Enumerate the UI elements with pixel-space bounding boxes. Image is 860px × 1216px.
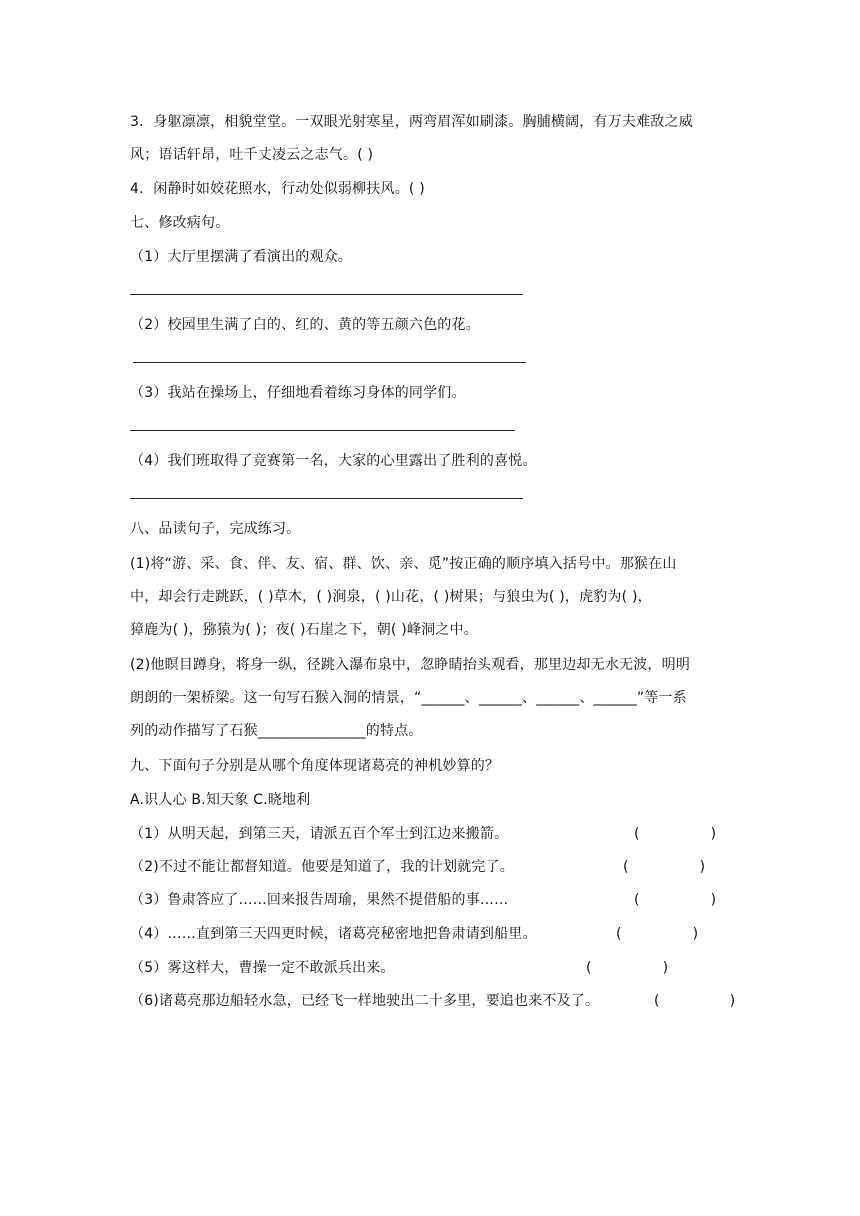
q9-heading: 九、下面句子分别是从哪个角度体现诸葛亮的神机妙算的？ [130,758,500,774]
q9-options: A.识人心 B.知天象 C.晓地利 [130,792,311,808]
q9-sentence-6: （6)诸葛亮那边船轻水急，已经飞一样地驶出二十多里，要追也来不及了。 [130,993,600,1009]
q7-answer-line-1[interactable] [130,294,523,295]
q6-item3-line2: 风；语话轩昂，吐千丈凌云之志气。( ) [130,147,374,163]
q7-sentence-2: （2）校园里生满了白的、红的、黄的等五颜六色的花。 [130,317,480,333]
q8-part1-line2: 中，却会行走跳跃，( )草木，( )涧泉，( )山花，( )树果；与狼虫为( )，虎豹为( )， [130,589,652,605]
q7-answer-line-3[interactable] [130,430,515,431]
q9-answer-blank-3[interactable]: ( ) [634,892,717,908]
q9-sentence-2: （2)不过不能让都督知道。他要是知道了，我的计划就完了。 [130,859,514,875]
q9-answer-blank-5[interactable]: ( ) [586,960,669,976]
q8-part2-line1: (2)他瞑目蹲身，将身一纵，径跳入瀑布泉中，忽睁睛抬头观看，那里边却无水无波，明明 [130,657,691,673]
q8-part2-line2: 朗朗的一架桥梁。这一句写石猴入洞的情景，“______、______、______、______”等一系 [130,690,687,706]
q6-item3-line1: 3．身躯凛凛，相貌堂堂。一双眼光射寒星，两弯眉浑如刷漆。胸脯横阔，有万夫难敌之威 [130,114,693,130]
q9-answer-blank-4[interactable]: ( ) [616,926,699,942]
q6-item4: 4．闲静时如姣花照水，行动处似弱柳扶风。( ) [130,181,425,197]
q8-part1-line1: (1)将“游、采、食、伴、友、宿、群、饮、亲、觅”按正确的顺序填入括号中。那猴在山 [130,556,677,572]
q7-heading: 七、修改病句。 [130,215,230,231]
q7-answer-line-2[interactable] [133,362,526,363]
q7-answer-line-4[interactable] [130,498,523,499]
q9-answer-blank-2[interactable]: ( ) [623,859,706,875]
q7-sentence-3: （3）我站在操场上，仔细地看着练习身体的同学们。 [130,385,466,401]
q9-sentence-1: （1）从明天起，到第三天，请派五百个军士到江边来搬箭。 [130,826,509,842]
q8-part2-line3: 列的动作描写了石猴_______________的特点。 [130,723,423,739]
q7-sentence-4: （4）我们班取得了竞赛第一名，大家的心里露出了胜利的喜悦。 [130,453,537,469]
q9-sentence-3: （3）鲁肃答应了……回来报告周瑜，果然不提借船的事…… [130,892,509,908]
q9-sentence-4: （4）……直到第三天四更时候，诸葛亮秘密地把鲁肃请到船里。 [130,926,537,942]
q9-answer-blank-1[interactable]: ( ) [634,826,717,842]
q8-heading: 八、品读句子，完成练习。 [130,521,301,537]
q9-answer-blank-6[interactable]: ( ) [654,993,736,1009]
q7-sentence-1: （1）大厅里摆满了看演出的观众。 [130,249,353,265]
q8-part1-line3: 獐鹿为( )，猕猿为( )；夜( )石崖之下，朝( )峰洞之中。 [130,622,478,638]
q9-sentence-5: （5）雾这样大，曹操一定不敢派兵出来。 [130,960,395,976]
